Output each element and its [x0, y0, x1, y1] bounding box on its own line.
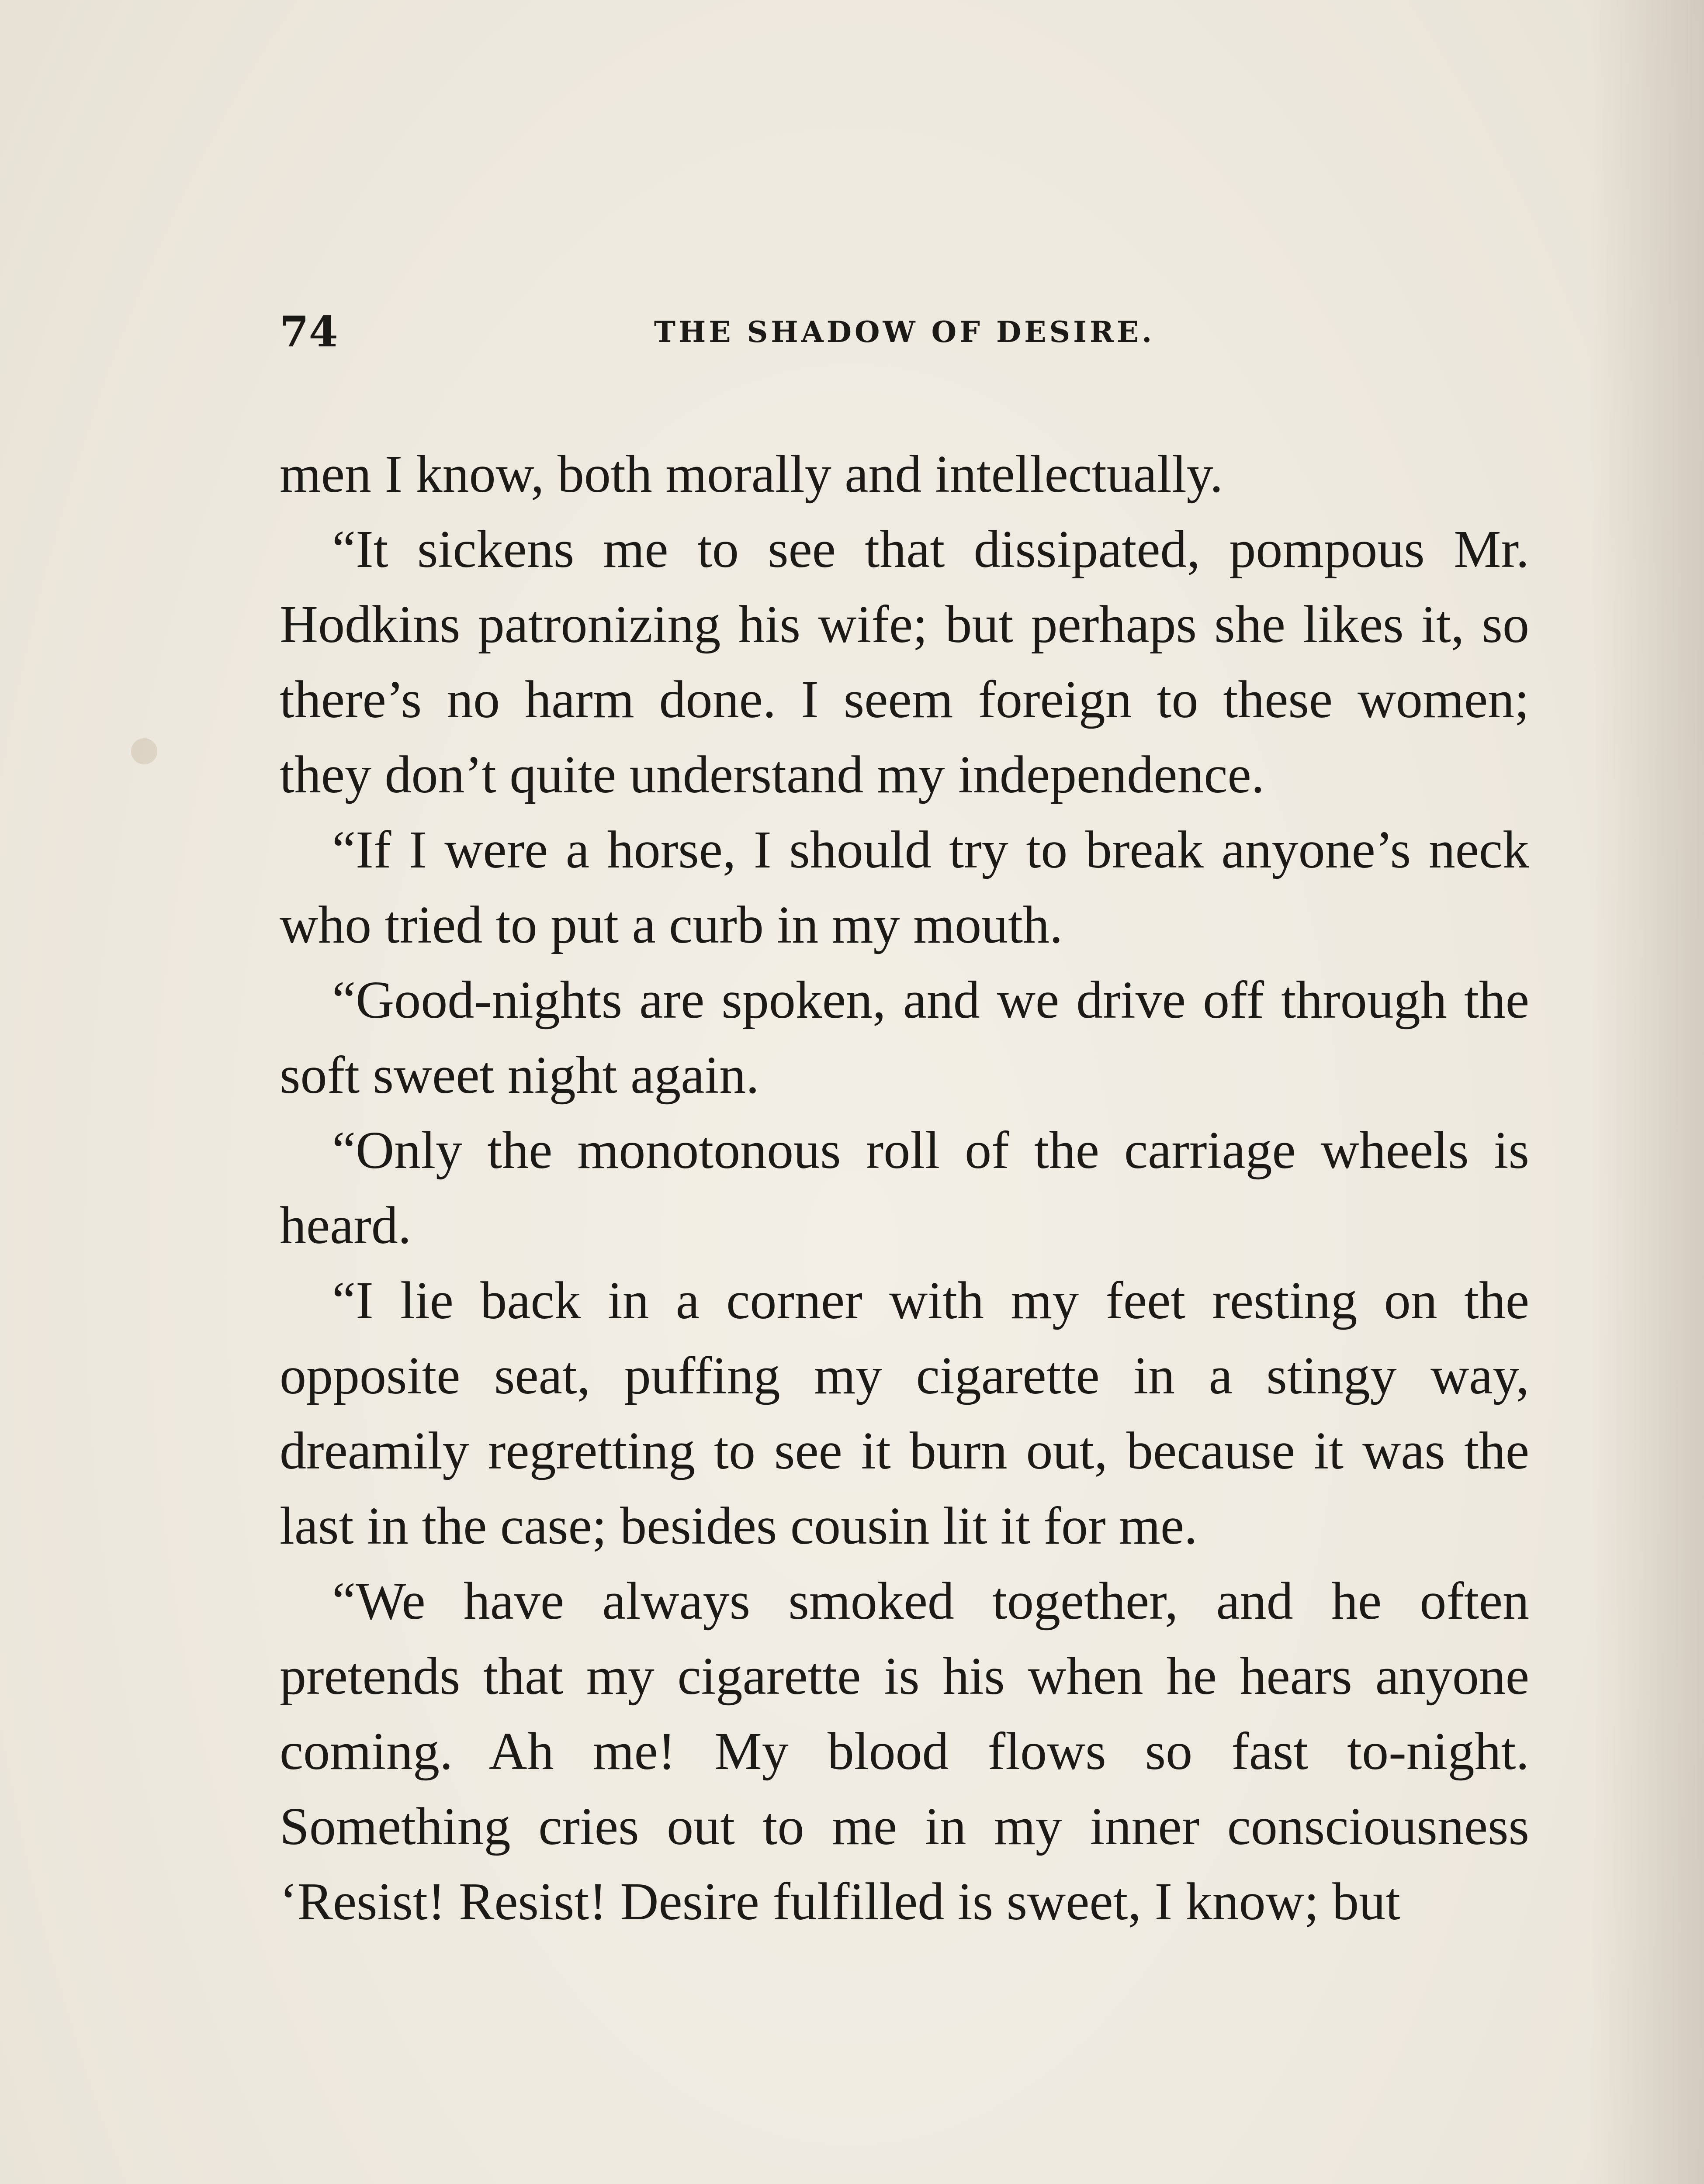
paragraph: men I know, both morally and intellectually.	[280, 445, 1223, 504]
page-number: 74	[280, 307, 338, 356]
paragraph: “Good-nights are spoken, and we drive off through the soft sweet night again.	[280, 971, 1529, 1105]
paragraph: “If I were a horse, I should try to break anyone’s neck who tried to put a curb in my mouth.	[280, 820, 1529, 954]
paragraph: “Only the monotonous roll of the carriage wheels is heard.	[280, 1121, 1529, 1255]
body-text	[280, 437, 1529, 1939]
running-head	[280, 306, 1529, 358]
paper-stain	[131, 738, 157, 764]
running-title: THE SHADOW OF DESIRE.	[654, 315, 1155, 349]
paragraph: “I lie back in a corner with my feet resting on the opposite seat, puffing my cigarette in a stingy way, dreamily regretting to see it burn out, because it was the last in the case; besides cousin lit it for me.	[280, 1271, 1529, 1555]
page-edge-shadow	[1590, 0, 1704, 2184]
paragraph: “We have always smoked together, and he often pretends that my cigarette is his when he hears anyone coming. Ah me! My blood flows so fast to-night. Something cries out to me in my inner consciousness ‘Resist! Resist! Desire fulfilled is sweet, I know; but	[280, 1572, 1529, 1931]
paragraph: “It sickens me to see that dissipated, pompous Mr. Hodkins patronizing his wife; but perhaps she likes it, so there’s no harm done. I seem foreign to these women; they don’t quite understand my independence.	[280, 520, 1529, 804]
